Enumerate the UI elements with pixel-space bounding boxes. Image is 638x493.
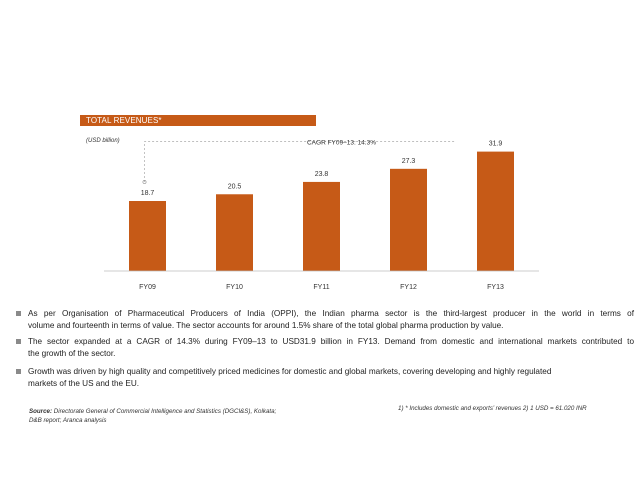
bullet-item-3 [14, 366, 634, 390]
bullet-item-1 [14, 308, 634, 332]
bar-fy13 [477, 152, 514, 271]
bar-fy11 [303, 182, 340, 271]
footnote: 1) * Includes domestic and exports’ revenues 2) 1 USD = 61.020 INR [398, 405, 587, 412]
source-text: Directorate General of Commercial Intelligence and Statistics (DGCI&S), Kolkata; [53, 408, 277, 415]
bar-fy10 [216, 194, 253, 271]
bullet-2-line-2: the growth of the sector. [28, 349, 116, 358]
data-label-fy11: 23.8 [314, 170, 329, 178]
bullet-2-line-1: The sector expanded at a CAGR of 14.3% during FY09–13 to USD31.9 billion in FY13. Demand from domestic and international markets contributed to [28, 337, 634, 346]
bar-fy12 [390, 169, 427, 271]
bullet-list [14, 308, 634, 394]
bar-fy09 [129, 201, 166, 271]
tick-label-fy12: FY12 [400, 284, 417, 291]
chart-unit-label: (USD billion) [86, 138, 120, 144]
chart-title: TOTAL REVENUES* [86, 116, 162, 125]
data-label-fy09: 18.7 [140, 190, 155, 198]
source-note [29, 407, 329, 425]
source-label: Source: [29, 408, 53, 415]
bullet-3-line-1: Growth was driven by high quality and competitively priced medicines for domestic and global markets, covering developing and highly regulated [28, 367, 552, 376]
bullet-square-icon [16, 311, 21, 316]
tick-label-fy09: FY09 [139, 284, 156, 291]
source-text-2: D&B report; Aranca analysis [29, 417, 107, 424]
tick-label-fy11: FY11 [313, 284, 330, 291]
bullet-square-icon [16, 369, 21, 374]
data-label-fy13: 31.9 [488, 140, 503, 148]
bullet-square-icon [16, 339, 21, 344]
bullet-1-line-2: volume and fourteenth in terms of value. The sector accounts for around 1.5% share of the total global pharma production by value. [28, 321, 504, 330]
bullet-item-2 [14, 336, 634, 360]
tick-label-fy10: FY10 [226, 284, 243, 291]
bullet-3-line-2: markets of the US and the EU. [28, 379, 140, 388]
bullet-1-line-1: As per Organisation of Pharmaceutical Producers of India (OPPI), the Indian pharma sector is the third-largest producer in the world in terms of [28, 309, 634, 318]
data-label-fy10: 20.5 [227, 183, 242, 191]
tick-label-fy13: FY13 [487, 284, 504, 291]
cagr-annotation: CAGR FY09–13: 14.3% [306, 139, 377, 147]
data-label-fy12: 27.3 [401, 157, 416, 165]
